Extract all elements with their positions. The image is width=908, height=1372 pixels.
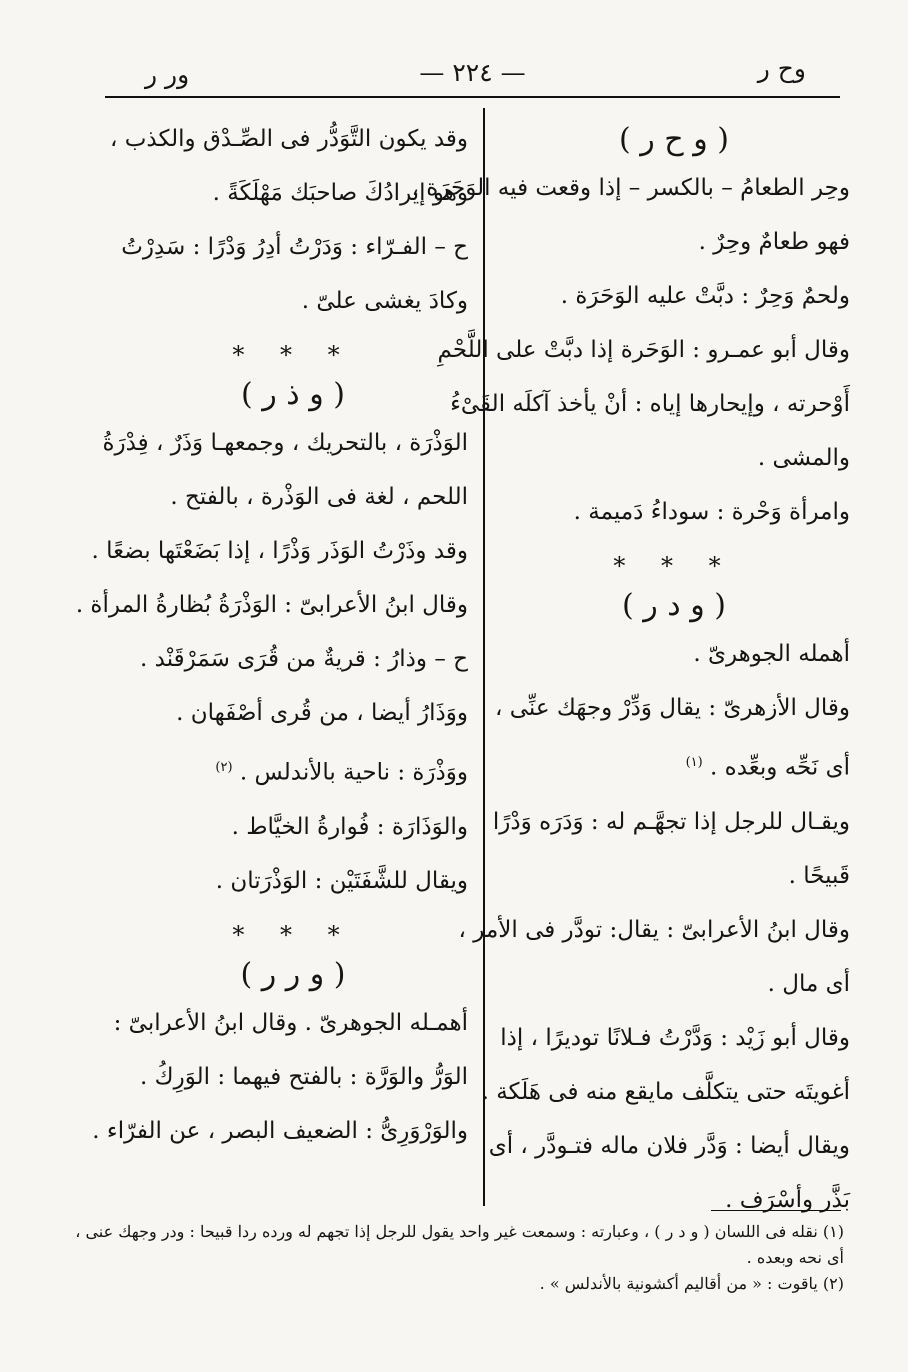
text-line: والمشى . bbox=[757, 445, 850, 471]
text-line: والوَذَارَة : فُوارةُ الخيَّاط . bbox=[231, 813, 468, 840]
text-line: أهمـله الجوهرىّ . وقال ابنُ الأعرابىّ : bbox=[113, 1009, 468, 1036]
entry-heading-wadhr: ( و ذ ر ) bbox=[241, 377, 345, 412]
text-line: وقال أبو عمـرو : الوَحَرة إذا دبَّتْ على اللَّحْمِ bbox=[437, 337, 850, 363]
text-line: وقال الأزهرىّ : يقال وَدِّرْ وجهَك عنِّى ، bbox=[495, 695, 850, 721]
footnote-rule bbox=[711, 1210, 841, 1211]
entry-heading-warr: ( و ر ر ) bbox=[240, 956, 346, 992]
text-line: الوَرُّ والوَرَّة : بالفتح فيهما : الوَرِكُ . bbox=[140, 1063, 468, 1090]
footnote-text: ووَذْرَة : ناحية بالأندلس . bbox=[239, 759, 468, 786]
text-line: بَذَّر وأسْرَف . bbox=[725, 1186, 850, 1213]
text-line bbox=[118, 754, 468, 787]
footnote-1-continued: أى نحه وبعده . bbox=[746, 1248, 844, 1267]
text-line: ووَذَارُ أيضا ، من قُرى أصْفَهان . bbox=[176, 700, 468, 726]
footnotes bbox=[75, 1222, 844, 1300]
text-line: الوَذْرَة ، بالتحريك ، وجمعهـا وَذَرٌ ، فِدْرَةُ bbox=[102, 430, 468, 456]
text-line: أَوْحرته ، وإيحارها إياه : أنْ يأخذ آكلَه القَىْءُ bbox=[450, 391, 850, 417]
text-line: ويقال أيضا : وَدَّر فلان ماله فتـودَّر ، أى bbox=[488, 1132, 850, 1159]
text-line: وكادَ يغشى علىّ . bbox=[301, 288, 468, 314]
text-line: ح – وذارُ : قريةٌ من قُرَى سَمَرْقَنْد . bbox=[140, 646, 468, 672]
text-line: وقال ابنُ الأعرابىّ : يقال: تودَّر فى الأمر ، bbox=[458, 916, 850, 943]
footnote-marker-2: (٢) bbox=[215, 760, 233, 775]
footnote-marker-1: (١) bbox=[685, 755, 703, 770]
header-root-right: وح ر bbox=[757, 54, 806, 83]
text-line: وامرأة وَحْرة : سوداءُ دَميمة . bbox=[573, 499, 850, 525]
text-line: ويقـال للرجل إذا تجهَّـم له : وَدَرَه وَدْرًا bbox=[492, 808, 850, 835]
text-line: ح – الفـرّاء : وَدَرْتُ أدِرُ وَدْرًا : سَدِرْتُ bbox=[121, 234, 468, 260]
left-column bbox=[75, 126, 468, 1172]
header-root-left: ور ر bbox=[145, 60, 190, 89]
section-separator: * * * bbox=[232, 341, 354, 369]
text-line bbox=[498, 749, 850, 782]
text-line: وقد يكون التَّوَدُّر فى الصِّـدْق والكذب ، bbox=[109, 126, 468, 152]
text-line: أهمله الجوهرىّ . bbox=[693, 641, 850, 667]
section-separator: * * * bbox=[613, 552, 735, 580]
text-line: وحِر الطعامُ – بالكسر – إذا وقعت فيه الوَحَرَة ، bbox=[411, 175, 850, 201]
text-line: فهو طعامٌ وحِرٌ . bbox=[698, 229, 850, 255]
column-divider bbox=[483, 108, 485, 1206]
page-number: — ٢٢٤ — bbox=[419, 58, 526, 87]
text-line: ولحمٌ وَحِرٌ : دبَّتْ عليه الوَحَرَة . bbox=[560, 283, 850, 309]
text-line: أى مال . bbox=[767, 970, 850, 997]
text-line: والوَرْوَرِىُّ : الضعيف البصر ، عن الفرّاء . bbox=[92, 1117, 468, 1144]
text-line: وقد وذَرْتُ الوَذَر وَذْرًا ، إذا بَضَعْتَها بضعًا . bbox=[91, 538, 468, 564]
text-line: وقال أبو زَيْد : وَدَّرْتُ فـلانًا توديرًا ، إذا bbox=[500, 1024, 850, 1051]
footnote-2: (٢) ياقوت : « من أقاليم أكشونية بالأندلس » . bbox=[539, 1274, 844, 1293]
page-header bbox=[105, 52, 840, 96]
text-line: وهو إيرادُكَ صاحبَك مَهْلَكَةً . bbox=[212, 180, 468, 206]
header-rule bbox=[105, 96, 840, 98]
entry-heading-wadr: ( و د ر ) bbox=[622, 588, 726, 623]
footnote-1: (١) نقله فى اللسان ( و د ر ) ، وعبارته : وسمعت غير واحد يقول للرجل إذا تجهم له ورده ردا قبيحا : ودر وجهك عنى ، bbox=[75, 1222, 844, 1241]
text-line: وقال ابنُ الأعرابىّ : الوَذْرَةُ بُظارةُ المرأة . bbox=[75, 592, 468, 618]
text-line: ويقال للشَّفَتَيْن : الوَذْرَتان . bbox=[215, 867, 468, 894]
text-line: قَبيحًا . bbox=[788, 862, 850, 889]
text-line: أغويتَه حتى يتكلَّف مايقع منه فى هَلَكة . bbox=[481, 1078, 850, 1105]
text-line: اللحم ، لغة فى الوَذْرة ، بالفتح . bbox=[170, 484, 468, 510]
entry-heading-wahr: ( و ح ر ) bbox=[619, 122, 729, 157]
section-separator: * * * bbox=[232, 920, 354, 949]
footnote-text: أى نَحِّه وبعِّده . bbox=[710, 754, 850, 781]
